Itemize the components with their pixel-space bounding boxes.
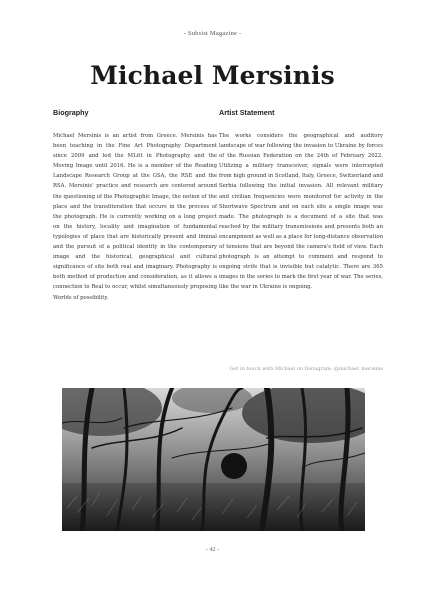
artist-statement-heading: Artist Statement xyxy=(219,108,275,117)
biography-text: Michael Mersinis is an artist from Greece. Mersinis has been teaching in the Fine Art Photography Department since 2009 and led the MLitt in Photography and the Moving Image until 2016. He is a member of the Reading Landscape Research Group at the GSA, the RSE and the RSA. Mersinis' practice and research are centered around the questioning of the Photographic Image, the notion of the place and the transliteration that occurs in the process of the photograph. He is currently working on a long project on the history, locality and imagination of fundamental typologies of place that are historically present and liminal and the pursuit of a political identity in the contemporary image and the historical, geographical and cultural significance of site both real and imaginary. Photography is both method of production and consideration, as it allows a connection to Real to occur, whilst simultaneously proposing Worlds of possibility. xyxy=(53,133,217,301)
forest-photograph xyxy=(62,388,365,531)
magazine-header: - Subsist Magazine - xyxy=(183,30,242,37)
forest-photograph-image xyxy=(62,388,365,531)
artist-statement-section xyxy=(219,108,383,293)
instagram-contact: Get in touch with Michael on Instagram: @michael_mersinis xyxy=(229,366,383,372)
page-title: Michael Mersinis xyxy=(90,61,335,90)
artist-statement-text: The works considers the geographical and auditory landscape of war following the invasion to Ukraine by forces of the Russian Federation on the 24th of February 2022. Utilizing a military transceiver, signals were intercepted from high ground in Scotland, Italy, Greece, Switzerland and Serbia following the initial invasion. All relevant military and civilian frequencies were monitored for activity in the Shortwave Spectrum and on each site a single image was made. The photograph is a document of a site that was reached by the military transmissions and presents both an encampment as well as a place for long-distance observation of tensions that are beyond the camera's field of view. Each photograph is an attempt to comment and respond to ongoing strife that is invisible but catalytic. There are 365 images in the series to mark the first year of war. The series, like the war in Ukraine is ongoing. xyxy=(219,133,383,291)
biography-section xyxy=(53,108,217,303)
page-number: - 42 - xyxy=(206,547,219,553)
biography-heading: Biography xyxy=(53,108,89,117)
